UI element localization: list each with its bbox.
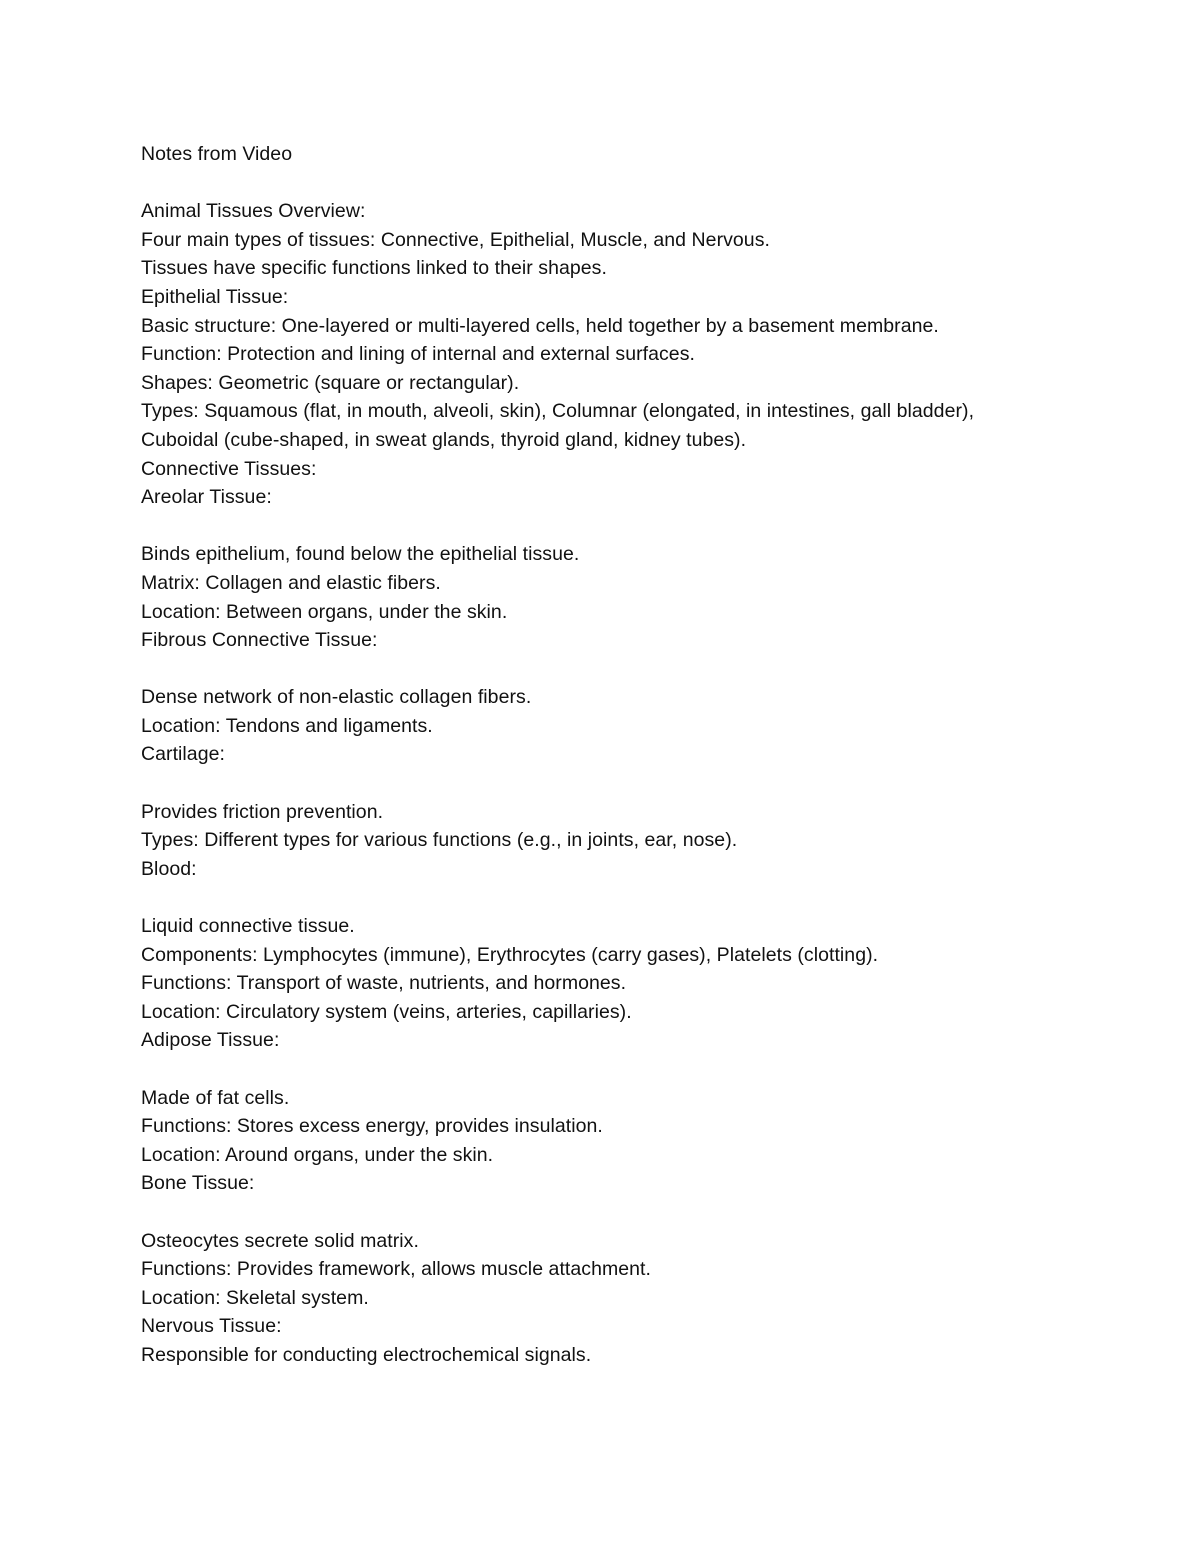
text-line: Functions: Provides framework, allows muscle attachment.: [141, 1258, 651, 1281]
text-line: Four main types of tissues: Connective, Epithelial, Muscle, and Nervous.: [141, 228, 770, 251]
text-line: [141, 1198, 1141, 1227]
text-line: Components: Lymphocytes (immune), Erythrocytes (carry gases), Platelets (clotting).: [141, 943, 879, 966]
heading-connective: Connective Tissues:: [141, 457, 317, 480]
text-line: Types: Different types for various functions (e.g., in joints, ear, nose).: [141, 829, 738, 852]
text-line: [141, 655, 1141, 684]
text-line: Cuboidal (cube-shaped, in sweat glands, thyroid gland, kidney tubes).: [141, 428, 747, 451]
heading-areolar: Areolar Tissue:: [141, 486, 272, 509]
text-line: [141, 169, 1141, 198]
heading-epithelial: Epithelial Tissue:: [141, 285, 289, 308]
text-line: [141, 883, 1141, 912]
text-line: Binds epithelium, found below the epithelial tissue.: [141, 543, 580, 566]
text-line: Osteocytes secrete solid matrix.: [141, 1229, 419, 1252]
heading-blood: Blood:: [141, 857, 197, 880]
text-line: [141, 769, 1141, 798]
text-line: [141, 512, 1141, 541]
heading-cartilage: Cartilage:: [141, 743, 225, 766]
text-line: Location: Skeletal system.: [141, 1286, 369, 1309]
heading-adipose: Adipose Tissue:: [141, 1029, 280, 1052]
heading-animal-tissues: Animal Tissues Overview:: [141, 200, 366, 223]
text-line: Location: Circulatory system (veins, arteries, capillaries).: [141, 1000, 632, 1023]
text-line: Tissues have specific functions linked to their shapes.: [141, 257, 607, 280]
text-line: Provides friction prevention.: [141, 800, 384, 823]
text-line: Shapes: Geometric (square or rectangular).: [141, 371, 520, 394]
text-line: [141, 1055, 1141, 1084]
text-line: Location: Around organs, under the skin.: [141, 1143, 494, 1166]
heading-bone: Bone Tissue:: [141, 1172, 255, 1195]
heading-fibrous: Fibrous Connective Tissue:: [141, 629, 378, 652]
text-line: Location: Between organs, under the skin.: [141, 600, 508, 623]
text-line: Dense network of non-elastic collagen fibers.: [141, 686, 532, 709]
document-title: Notes from Video: [141, 143, 293, 165]
text-line: Function: Protection and lining of internal and external surfaces.: [141, 343, 695, 366]
text-line: Made of fat cells.: [141, 1086, 290, 1109]
heading-nervous: Nervous Tissue:: [141, 1315, 282, 1338]
text-line: Matrix: Collagen and elastic fibers.: [141, 571, 441, 594]
document-body: [141, 140, 1141, 1370]
text-line: Functions: Stores excess energy, provides insulation.: [141, 1115, 603, 1138]
text-line: Basic structure: One-layered or multi-layered cells, held together by a basement membrane.: [141, 314, 939, 337]
text-line: Responsible for conducting electrochemical signals.: [141, 1343, 592, 1366]
text-line: Location: Tendons and ligaments.: [141, 714, 433, 737]
text-line: Functions: Transport of waste, nutrients, and hormones.: [141, 972, 627, 995]
text-line: Liquid connective tissue.: [141, 915, 355, 938]
text-line: Types: Squamous (flat, in mouth, alveoli, skin), Columnar (elongated, in intestines, gall bladder),: [141, 400, 975, 423]
